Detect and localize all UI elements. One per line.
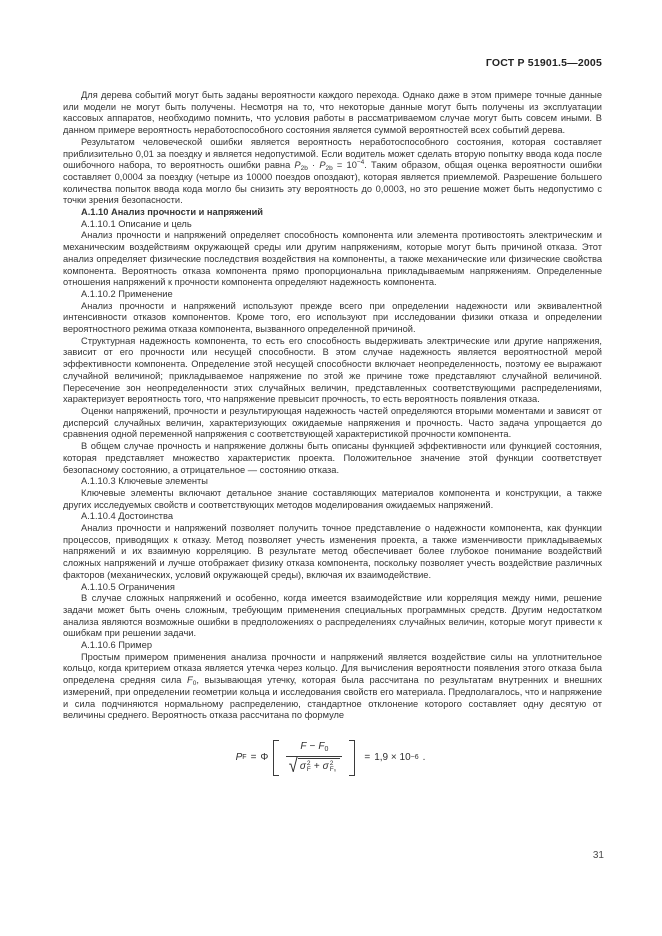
text-block [63,90,602,777]
squared-exponent: 2 [329,759,334,767]
paragraph-text: , вызывающая утечку, которая была рассчитана по результатам внутренних и внешних измерений, при определении геометрии кольца и исследования свойств его материала. Предполагалось, что и напряжение и сила подчиняются нормальному распределению, стандартное отклонение которого составляет одну десятую от величины среднего. Вероятность отказа рассчитана по формуле [63,675,602,721]
fraction [284,739,344,777]
subscript-f: F [306,766,311,774]
math-exponent: −4 [356,159,365,167]
paragraph-text: Простым примером применения анализа прочности и напряжений является воздействие силы на уплотнительное кольцо, когда критерием отказа является утечка через кольцо. Для вычисления вероятности появления этого отказа была определена средняя сила [63,651,602,686]
sigma-symbol: σ [299,761,306,773]
sigma-f0-supsub [330,761,337,774]
formula-result: 1,9 × 10 [374,751,411,763]
math-variable-p: P [294,160,301,171]
paragraph-general-case: В общем случае прочность и напряжение должны быть описаны функцией эффективности или функцией состояния, которая представляет множество характеристик проекта. Положительное значение этой функции соответствует безопасному состоянию, а отрицательное — состоянию отказа. [63,441,602,475]
paragraph-example [63,652,602,722]
radicand [298,758,341,774]
heading-a-1-10: А.1.10 Анализ прочности и напряжений [81,207,263,218]
paragraph-event-tree: Для дерева событий могут быть заданы вероятности каждого перехода. Однако даже в этом примере точные данные или модели не могут быть получены. Несмотря на то, что некоторые данные могут быть получены из эксплуатации кассовых аппаратов, необходимо помнить, что условия работы в рассматриваемом случае могут быть совсем иными. В данном примере вероятность неработоспособного состояния является суммой вероятностей всех событий дерева. [63,90,602,136]
paragraph-advantages: Анализ прочности и напряжений позволяет получить точное представление о надежности компонента, как функции процессов, приводящих к отказу. Метод позволяет учесть изменения проекта, а также изменчивости прикладываемых напряжений и их взаимную корреляцию. В результате метод обеспечивает более глубокое понимание воздействий сложных напряжений и лучше отображает физику отказа компонента, поскольку позволяет учесть воздействие различных факторов (механических, условий окружающей среды), включая их взаимодействие. [63,523,602,580]
paragraph-stress-estimates: Оценки напряжений, прочности и результирующая надежность частей определяются вторыми моментами и зависят от дисперсий случайных величин, характеризующих ожидаемые напряжения и прочность. Часто задача упрощается до сравнения одной переменной напряжения с соответствующей характеристикой прочности компонента. [63,405,602,440]
page-number: 31 [592,850,604,861]
heading-a-1-10-2: А.1.10.2 Применение [81,288,173,299]
heading-a-1-10-3: А.1.10.3 Ключевые элементы [81,476,208,487]
square-root-sign: √ [289,755,299,777]
heading-a-1-10-6: А.1.10.6 Пример [81,640,152,651]
sigma-f-supsub [307,761,311,774]
formula-subscript-zero: 0 [324,745,329,753]
paragraph-key-elements: Ключевые элементы включают детальное знание составляющих материалов компонента и конструкции, а также других исследуемых свойств и соответствующих методов моделирования ожидаемых напряжений. [63,487,602,510]
formula-variable-p: P [235,751,243,763]
plus-sign: + [313,761,320,773]
sigma-symbol: σ [322,761,329,773]
paragraph-description-purpose: Анализ прочности и напряжений определяет способность компонента или элемента противостоять электрическим и механическим воздействиям окружающей среды или другим напряжениям, которые могут быть причиной отказа. Этот анализ определяет физические последствия воздействия на компоненты, а также механические или физические свойства компонента. Вероятность отказа компонента прямо пропорциональна прикладываемым напряжениям. Определенные отношения напряжений к прочности компонента определяют надежность компонента. [63,230,602,288]
subscript-f0: F₀ [329,766,337,774]
right-bracket [349,740,355,776]
paragraph-limitations: В случае сложных напряжений и особенно, когда имеется взаимодействие или корреляция между ними, решение задачи может быть очень сложным, требующим применения специальных программных средств. Другим недостатком анализа являются возможные ошибки в предположениях о распределениях случайных величин, которые могут привести к ошибкам при решении задачи. [63,593,602,639]
math-subscript: 2b [325,165,333,173]
equals-sign: = [250,751,257,763]
fraction-numerator [286,741,342,756]
math-subscript: 0 [192,680,197,688]
heading-a-1-10-5: А.1.10.5 Ограничения [81,581,175,592]
phi-function-symbol: Φ [260,751,269,763]
standard-number-header: ГОСТ Р 51901.5—2005 [485,57,602,69]
paragraph-human-error [63,137,602,207]
math-subscript: 2b [300,165,308,173]
paragraph-structural-reliability: Структурная надежность компонента, то есть его способность выдерживать электрические или другие напряжения, зависит от его прочности или несущей способности. В этом случае надежность является вероятностной мерой эффективности компонента. Определение этой несущей способности включает неопределенность, поэтому ее выражают случайной величиной; прикладываемое напряжение по этой же причине тоже представляют случайной величиной. Пересечение зон неопределенности этих случайных величин, представленных соответствующими распределениями, характеризует вероятность того, что напряжение превысит прочность, то есть вероятность появления отказа. [63,335,602,405]
paragraph-text: . Таким образом, общая оценка вероятности ошибки составляет 0,0004 за поездку (четыре из 10000 поездов опоздают), которая является приемлемой. Разрешение большего количества попыток ввода кода могло бы снизить эту вероятность до 0,0003, но это решение может быть недопустимо с точки зрения безопасности. [63,160,602,206]
math-variable-f: F [187,675,193,686]
heading-a-1-10-1: А.1.10.1 Описание и цель [81,218,192,229]
left-bracket [273,740,279,776]
equals-sign: = [364,751,371,763]
heading-a-1-10-4: А.1.10.4 Достоинства [81,511,173,522]
failure-probability-formula: P F = Φ $F - F_0$ √ σ 2 F + σ 2 F₀ = 1,9 × 10 −6 . [235,740,426,777]
squared-exponent: 2 [306,759,311,767]
paragraph-application-usage: Анализ прочности и напряжений используют прежде всего при определении надежности или эквивалентной интенсивности отказов компонентов. Кроме того, его используют при исследовании физики отказа и определении вероятностного режима отказа компонента, вызванного определенной причиной. [63,300,602,335]
math-equals-ten: = 10 [332,160,357,171]
paragraph-text: Результатом человеческой ошибки является вероятность неработоспособного состояния, которая составляет приблизительно 0,01 за поездку и является недопустимой. Если водитель может сделать вторую попытку ввода кода после ошибочного набора, то вероятность ошибки равна [63,136,602,171]
period: . [422,751,426,763]
math-variable-p: P [319,160,326,171]
minus-sign: − [309,740,316,752]
math-dot-operator: · [307,160,320,171]
formula-variable-f0: F [318,740,325,752]
formula-variable-f: F [300,740,307,752]
fraction-denominator [288,757,340,775]
